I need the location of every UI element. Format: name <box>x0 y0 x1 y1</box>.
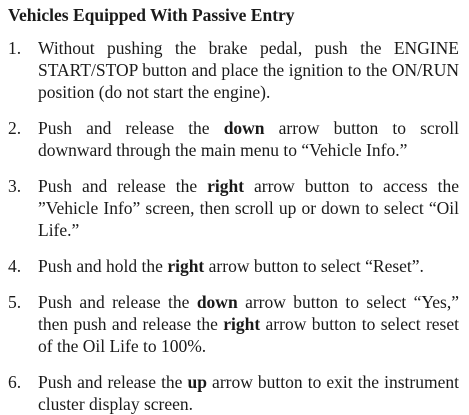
step-text-run: arrow button to select “Reset”. <box>204 256 424 276</box>
step-text-run: Without pushing the brake pedal, push the ENGINE START/STOP button and place the ignition to the ON/RUN position (do not start the engine). <box>38 38 459 102</box>
step-number: 6. <box>8 372 22 392</box>
step-text-run: Push and release the <box>38 176 208 196</box>
step-text <box>38 255 459 277</box>
step-text <box>38 175 459 241</box>
step-emphasis: up <box>187 372 207 392</box>
step-item <box>8 371 459 415</box>
section-heading: Vehicles Equipped With Passive Entry <box>8 5 295 25</box>
step-item <box>8 291 459 357</box>
step-item <box>8 175 459 241</box>
step-number: 4. <box>8 256 22 276</box>
step-emphasis: right <box>167 256 205 276</box>
step-number: 5. <box>8 292 22 312</box>
step-text-run: arrow button to scroll downward through the main menu to “Vehicle Info.” <box>38 118 459 160</box>
step-text-run: Push and release the <box>38 372 188 392</box>
step-text <box>38 291 459 357</box>
step-text <box>38 371 459 415</box>
step-text-run: arrow button to access the ”Vehicle Info” screen, then scroll up or down to select “Oil Life.” <box>38 176 460 240</box>
step-number: 1. <box>8 38 22 58</box>
step-text <box>38 37 459 103</box>
step-item <box>8 255 459 277</box>
step-text-run: Push and release the <box>38 292 197 312</box>
step-emphasis: down <box>196 292 238 312</box>
step-text-run: Push and hold the <box>38 256 168 276</box>
step-number: 3. <box>8 176 22 196</box>
step-text <box>38 117 459 161</box>
step-emphasis: down <box>223 118 265 138</box>
step-emphasis: right <box>223 314 261 334</box>
step-number: 2. <box>8 118 22 138</box>
step-emphasis: right <box>207 176 245 196</box>
steps-list <box>8 37 459 415</box>
step-item <box>8 37 459 103</box>
step-text-run: arrow button to select “Yes,” then push and release the <box>38 292 459 334</box>
step-text-run: arrow button to exit the instrument cluster display screen. <box>38 372 459 414</box>
step-item <box>8 117 459 161</box>
step-text-run: arrow button to select reset of the Oil Life to 100%. <box>38 314 459 356</box>
step-text-run: Push and release the <box>38 118 224 138</box>
